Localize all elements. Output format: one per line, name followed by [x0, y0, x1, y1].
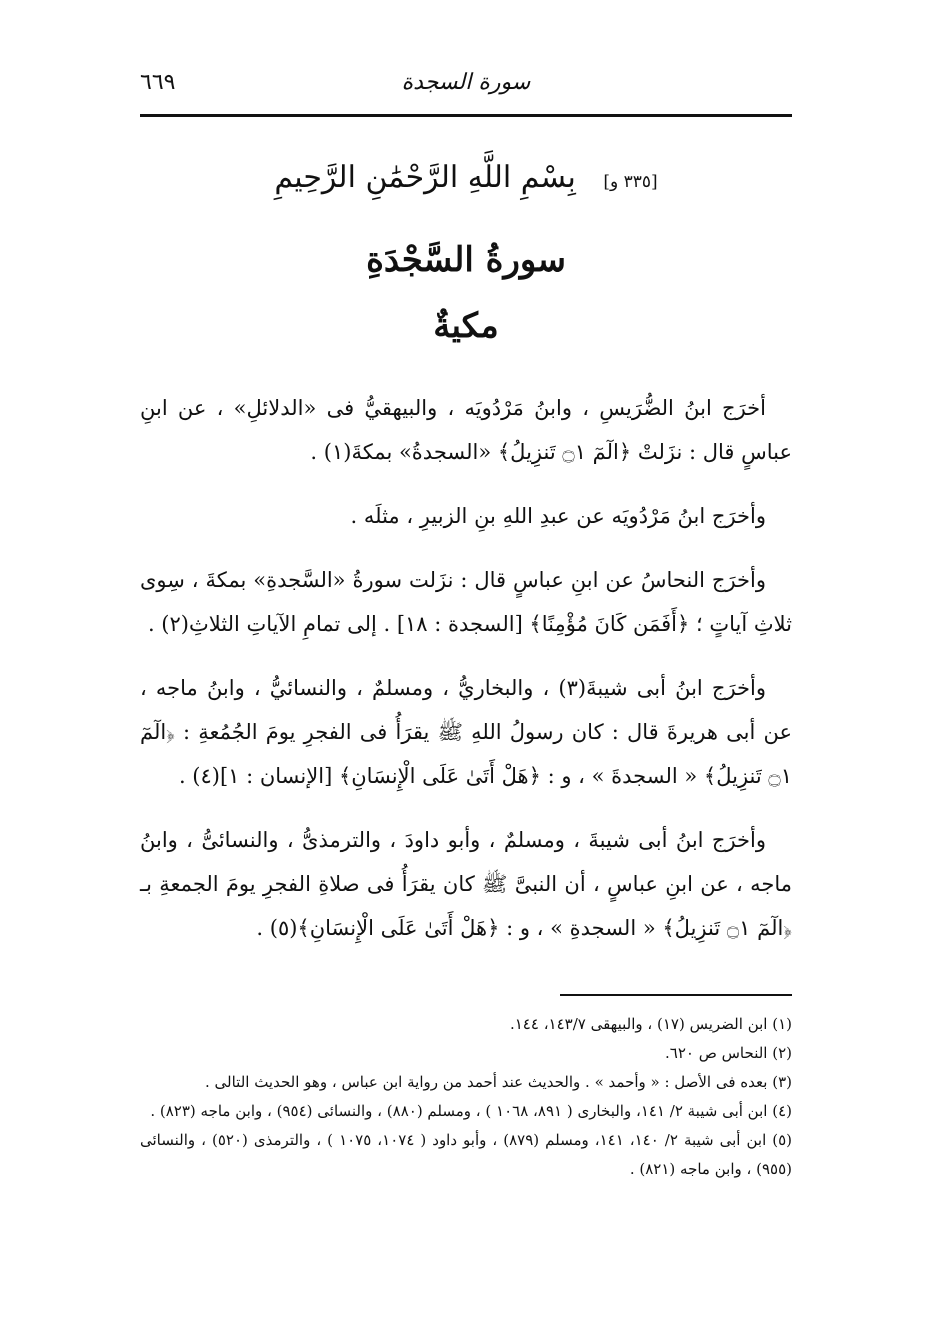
folio-reference: [٣٣٥ و]: [603, 172, 658, 192]
running-head: [140, 66, 792, 106]
body-text: [140, 386, 792, 970]
running-title: سورة السجدة: [401, 70, 531, 95]
basmala-line: [140, 160, 792, 195]
header-rule: [140, 114, 792, 117]
paragraph: وأخرَج ابنُ مَرْدُويَه عن عبدِ اللهِ بنِ الزبيرِ ، مثلَه .: [350, 504, 766, 528]
footnote: (٣) بعده فى الأصل : « وأحمد » . والحديث عند أحمد من رواية ابن عباس ، وهو الحديث التالى .: [204, 1073, 792, 1091]
surah-type: مكيةٌ: [433, 306, 499, 346]
surah-title: سورةُ السَّجْدَةِ: [366, 240, 566, 280]
paragraph: أخرَج ابنُ الضُّرَيسِ ، وابنُ مَرْدُويَه ، والبيهقيُّ فى «الدلائلِ» ، عن ابنِ عباسٍ قال : نزَلتْ ﴿الٓمٓ ۝١ تَنزِيلُ﴾ «السجدةُ» بمكةَ(١) .: [140, 396, 792, 464]
basmala: بِسْمِ اللَّهِ الرَّحْمَٰنِ الرَّحِيمِ: [274, 160, 576, 195]
footnote: (٥) ابن أبى شيبة ٢/ ١٤٠، ١٤١، ومسلم (٨٧٩) ، وأبو داود ( ١٠٧٤، ١٠٧٥ ) ، والترمذى (٥٢٠) ، والنسائى (٩٥٥) ، وابن ماجه (٨٢١) .: [140, 1131, 793, 1178]
footnotes: [140, 1010, 792, 1184]
footnote-rule: [560, 994, 792, 996]
paragraph: وأخرَج ابنُ أبى شيبةَ(٣) ، والبخاريُّ ، ومسلمٌ ، والنسائيُّ ، وابنُ ماجه ، عن أبى هريرةَ قال : كان رسولُ اللهِ ﷺ يقرَأُ فى الفجرِ يومَ الجُمُعةِ : ﴿الٓمٓ ۝١ تَنزِيلُ﴾ « السجدةَ » ، و : ﴿هَلْ أَتَىٰ عَلَى الْإِنسَانِ﴾ [الإنسان : ١](٤) .: [140, 676, 792, 788]
footnote: (٤) ابن أبى شيبة ٢/ ١٤١، والبخارى ( ٨٩١، ١٠٦٨ ) ، ومسلم (٨٨٠) ، والنسائى (٩٥٤) ، وابن ماجه (٨٢٣) .: [150, 1102, 792, 1120]
page-number: ٦٦٩: [140, 70, 176, 95]
footnote: (١) ابن الضريس (١٧) ، والبيهقى ١٤٣/٧، ١٤٤.: [509, 1015, 792, 1033]
paragraph: وأخرَج ابنُ أبى شيبةَ ، ومسلمٌ ، وأبو داودَ ، والترمذىُّ ، والنسائىُّ ، وابنُ ماجه ، عن ابنِ عباسٍ ، أن النبىَّ ﷺ كان يقرَأُ فى صلاةِ الفجرِ يومَ الجمعةِ بـ ﴿الٓمٓ ۝١ تَنزِيلُ﴾ « السجدةِ » ، و : ﴿هَلْ أَتَىٰ عَلَى الْإِنسَانِ﴾(٥) .: [140, 828, 792, 940]
paragraph: وأخرَج النحاسُ عن ابنِ عباسٍ قال : نزَلت سورةُ «السَّجدةِ» بمكةَ ، سِوى ثلاثِ آياتٍ ؛ ﴿أَفَمَن كَانَ مُؤْمِنًا﴾ [السجدة : ١٨] . إلى تمامِ الآياتِ الثلاثِ(٢) .: [140, 568, 792, 636]
footnote: (٢) النحاس ص ٦٢٠.: [665, 1044, 792, 1062]
